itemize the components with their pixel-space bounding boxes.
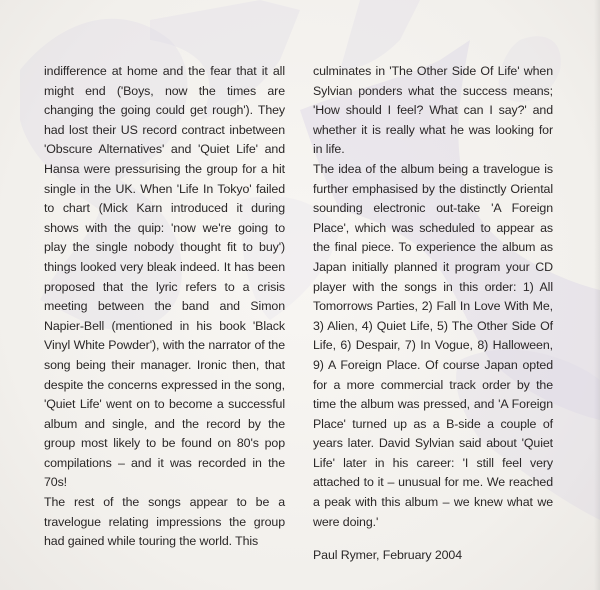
left-paragraph-2: The rest of the songs appear to be a travelogue relating impressions the group had gained while touring the world. This bbox=[44, 495, 285, 549]
right-paragraph-1: culminates in 'The Other Side Of Life' when Sylvian ponders what the success means; 'How should I feel? What can I say?' and whether it is really what he was looking for in life. bbox=[313, 64, 553, 157]
left-text-column bbox=[44, 62, 285, 552]
right-paragraph-2: The idea of the album being a travelogue is further emphasised by the distinctly Oriental sounding electronic out-take 'A Foreign Place', which was scheduled to appear as the final piece. To experience the album as Japan initially planned it program your CD player with the songs in this order: 1) All Tomorrows Parties, 2) Fall In Love With Me, 3) Alien, 4) Quiet Life, 5) The Other Side Of Life, 6) Despair, 7) In Vogue, 8) Halloween, 9) A Foreign Place. Of course Japan opted for a more commercial track order by the time the album was pressed, and 'A Foreign Place' turned up as a B-side a couple of years later. David Sylvian said about 'Quiet Life' later in his career: 'I still feel very attached to it – unusual for me. We reached a peak with this album – we knew what we were doing.' bbox=[313, 161, 553, 529]
author-signature: Paul Rymer, February 2004 bbox=[313, 548, 463, 563]
left-paragraph-1: indifference at home and the fear that it all might end ('Boys, now the times are changing the going could get rough'). They had lost their US record contract inbetween 'Obscure Alternatives' and 'Quiet Life' and Hansa were pressurising the group for a hit single in the UK. When 'Life In Tokyo' failed to chart (Mick Karn introduced it during shows with the quip: 'now we're going to play the single nobody thought fit to buy') things looked very bleak indeed. It has been proposed that the lyric refers to a crisis meeting between the band and Simon Napier-Bell (mentioned in his book 'Black Vinyl White Powder'), with the narrator of the song being their manager. Ironic then, that despite the concerns expressed in the song, 'Quiet Life' went on to become a successful album and single, and the record by the group most likely to be found on 80's pop compilations – and it was recorded in the 70s! bbox=[44, 64, 285, 490]
page-edge-shadow bbox=[594, 0, 600, 590]
right-text-column bbox=[313, 62, 553, 566]
